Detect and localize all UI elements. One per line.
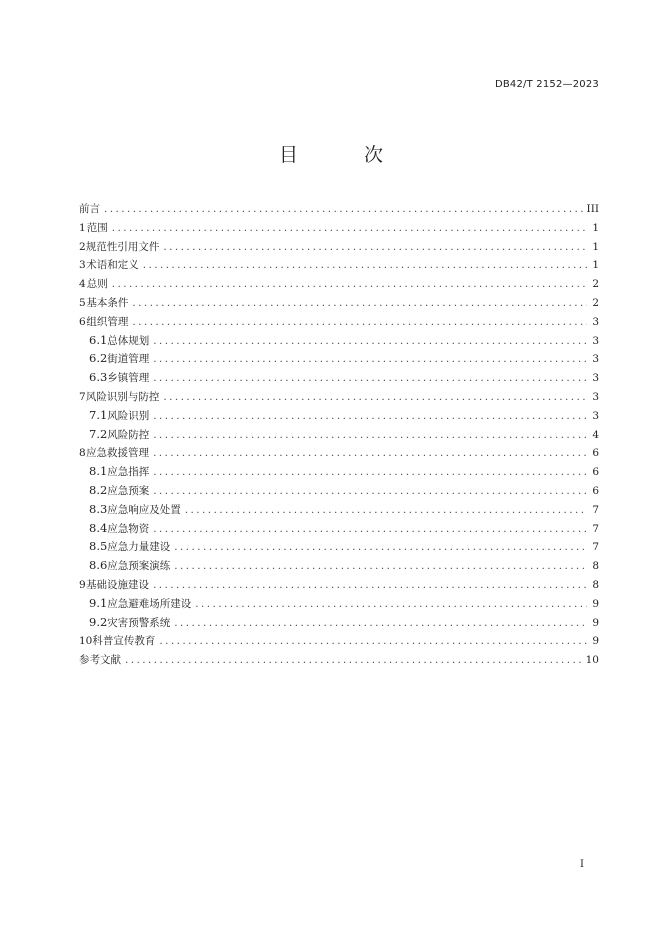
toc-entry-number: 6 [79, 315, 86, 328]
toc-entry-page: 7 [592, 503, 599, 516]
toc-entry-number: 6.3 [89, 370, 108, 385]
toc-entry-page: 3 [592, 315, 599, 328]
toc-entry-number: 8.4 [89, 520, 108, 535]
toc-entry[interactable] [79, 596, 599, 615]
toc-entry-title: 应急预案 [107, 484, 150, 497]
toc-entry-number: 8.3 [89, 501, 108, 516]
toc-entry-title: 总体规划 [107, 334, 150, 347]
dot-leader [195, 598, 587, 610]
toc-entry-page: 2 [592, 296, 599, 309]
dot-leader [153, 485, 587, 497]
toc-entry-page: 9 [592, 616, 599, 629]
toc-entry-number: 3 [79, 259, 86, 272]
dot-leader [153, 372, 587, 384]
dot-leader [112, 278, 587, 290]
dot-leader [185, 504, 587, 516]
toc-entry[interactable] [79, 370, 599, 389]
dot-leader [163, 241, 587, 253]
dot-leader [104, 203, 583, 215]
toc-entry[interactable] [79, 577, 599, 596]
toc-entry-title: 总则 [86, 278, 108, 291]
toc-entry[interactable] [79, 483, 599, 502]
dot-leader [174, 560, 587, 572]
toc-entry-page: 1 [592, 221, 599, 234]
dot-leader [153, 335, 587, 347]
dot-leader [153, 429, 587, 441]
toc-entry-number: 6.1 [89, 332, 108, 347]
toc-heading: 目 次 [278, 144, 414, 166]
toc-entry-title: 组织管理 [86, 315, 129, 328]
toc-entry[interactable] [79, 239, 599, 258]
toc-entry-page: 3 [592, 372, 599, 385]
toc-entry-page: 2 [592, 278, 599, 291]
toc-entry-number: 10 [79, 635, 93, 648]
dot-leader [153, 353, 587, 365]
toc-entry-page: 3 [592, 334, 599, 347]
toc-entry[interactable] [79, 521, 599, 540]
toc-entry-title: 基础设施建设 [86, 578, 150, 591]
toc-entry-number: 8.1 [89, 464, 108, 479]
dot-leader [163, 391, 587, 403]
toc-entry-page: 6 [592, 466, 599, 479]
toc-entry-title: 应急响应及处置 [107, 503, 181, 516]
toc-entry[interactable] [79, 464, 599, 483]
toc-entry-number: 7 [79, 390, 86, 403]
toc-entry-title: 应急预案演练 [107, 560, 171, 573]
toc-entry[interactable] [79, 427, 599, 446]
toc-entry-number: 9 [79, 578, 86, 591]
toc-entry-page: 8 [592, 560, 599, 573]
toc-entry[interactable] [79, 615, 599, 634]
toc-entry[interactable] [79, 276, 599, 295]
toc-entry-page: 1 [592, 240, 599, 253]
toc-entry[interactable] [79, 445, 599, 464]
dot-leader [174, 541, 587, 553]
dot-leader [132, 316, 587, 328]
toc-entry-title: 科普宣传教育 [92, 635, 156, 648]
toc-entry[interactable] [79, 295, 599, 314]
toc-entry-page: III [586, 203, 599, 215]
toc-entry-title: 前言 [79, 203, 100, 215]
toc-entry-title: 乡镇管理 [107, 372, 150, 385]
toc-entry-title: 风险识别与防控 [85, 390, 160, 403]
toc-entry[interactable] [79, 389, 599, 408]
toc-entry-page: 10 [585, 654, 599, 667]
toc-entry[interactable] [79, 351, 599, 370]
toc-entry[interactable] [79, 633, 599, 652]
toc-entry[interactable] [79, 558, 599, 577]
toc-entry-page: 1 [592, 259, 599, 272]
dot-leader [132, 297, 587, 309]
toc-entry-page: 3 [592, 353, 599, 366]
toc-entry-title: 术语和定义 [86, 259, 139, 272]
toc-entry[interactable] [79, 314, 599, 333]
toc-entry-title: 应急救援管理 [86, 447, 150, 460]
toc-entry-number: 8 [79, 447, 86, 460]
dot-leader [125, 654, 582, 666]
page-number: I [580, 859, 584, 870]
toc-entry-number: 4 [79, 278, 86, 291]
toc-entry-page: 4 [592, 428, 599, 441]
toc-entry-page: 3 [592, 390, 599, 403]
toc-entry[interactable] [79, 408, 599, 427]
dot-leader [112, 222, 587, 234]
dot-leader [174, 617, 587, 629]
toc-entry-page: 8 [592, 578, 599, 591]
toc-entry-title: 参考文献 [79, 654, 121, 667]
toc-entry[interactable] [79, 333, 599, 352]
toc-entry-title: 应急物资 [107, 522, 150, 535]
toc-entry-number: 9.2 [89, 614, 108, 629]
toc-entry[interactable] [79, 257, 599, 276]
toc-entry-title: 应急力量建设 [107, 541, 171, 554]
toc-entry-page: 6 [592, 484, 599, 497]
toc-entry-page: 7 [592, 522, 599, 535]
toc-entry-title: 应急避难场所建设 [107, 597, 192, 610]
toc-entry-title: 灾害预警系统 [107, 616, 171, 629]
toc-entry[interactable] [79, 220, 599, 239]
toc-entry-page: 3 [592, 409, 599, 422]
toc-entry-number: 2 [79, 240, 86, 253]
document-code: DB42/T 2152—2023 [494, 79, 599, 90]
toc-entry-title: 应急指挥 [107, 466, 150, 479]
toc-entry-number: 6.2 [89, 351, 108, 366]
toc-entry-title: 规范性引用文件 [85, 240, 160, 253]
toc-entry-number: 8.5 [89, 539, 108, 554]
toc-entry-page: 6 [592, 447, 599, 460]
toc-entry[interactable] [79, 502, 599, 521]
toc-entry-title: 风险识别 [107, 409, 150, 422]
toc-entry-number: 8.6 [89, 558, 108, 573]
dot-leader [153, 410, 587, 422]
dot-leader [153, 579, 587, 591]
toc-entry-title: 基本条件 [86, 296, 129, 309]
toc-entry-title: 街道管理 [107, 353, 150, 366]
toc-entry-page: 9 [592, 635, 599, 648]
toc-entry[interactable] [79, 539, 599, 558]
toc-entry[interactable] [79, 652, 599, 671]
dot-leader [153, 447, 587, 459]
toc-entry-number: 9.1 [89, 595, 108, 610]
toc-entry-page: 9 [592, 597, 599, 610]
toc-entry-page: 7 [592, 541, 599, 554]
dot-leader [153, 466, 587, 478]
toc-entry-title: 风险防控 [107, 428, 150, 441]
toc-entry-title: 范围 [86, 221, 108, 234]
dot-leader [143, 259, 587, 271]
dot-leader [159, 635, 587, 647]
toc-entry-number: 8.2 [89, 482, 108, 497]
toc-entry[interactable] [79, 201, 599, 220]
toc-entry-number: 7.2 [89, 426, 108, 441]
toc-entry-number: 5 [79, 296, 86, 309]
table-of-contents [79, 201, 599, 671]
toc-entry-number: 7.1 [89, 407, 108, 422]
dot-leader [153, 523, 587, 535]
toc-entry-number: 1 [79, 221, 86, 234]
